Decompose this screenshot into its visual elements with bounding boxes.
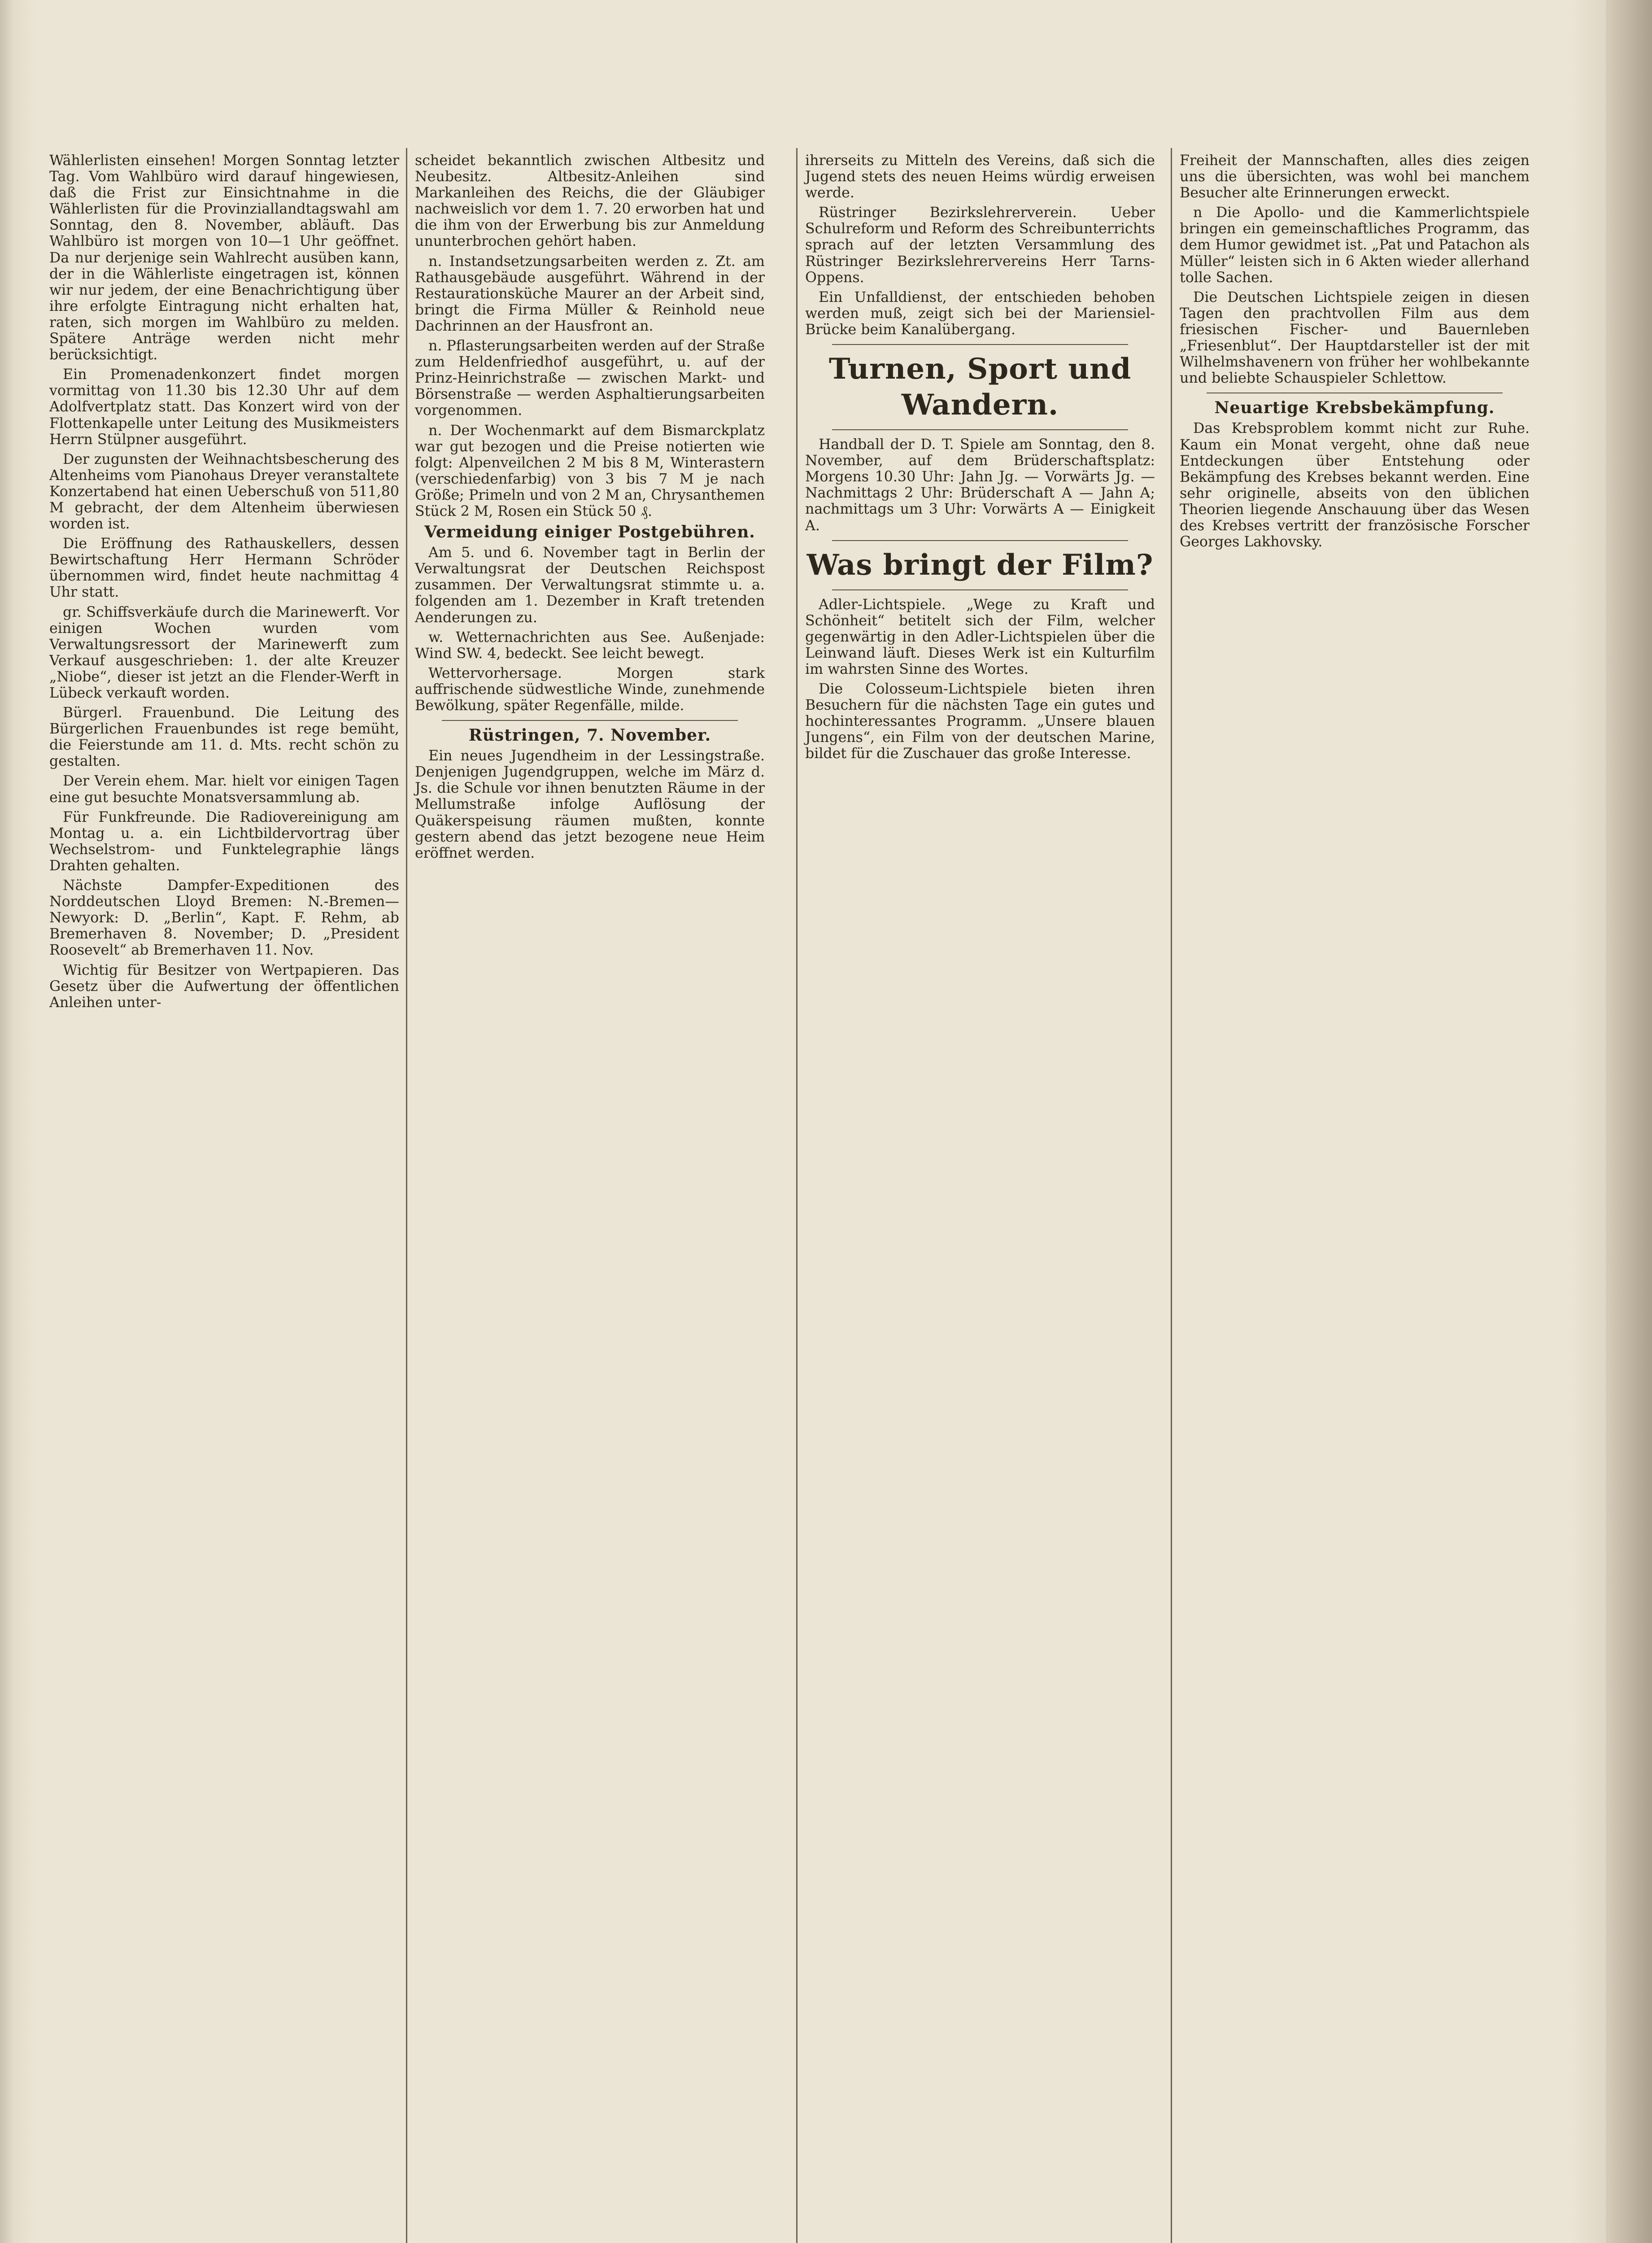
article-rathauskeller: Die Eröffnung des Rathauskellers, dessen Bewirtschaftung Herr Hermann Schröder übernommen wird, findet heute nachmittag 4 Uhr statt. bbox=[49, 536, 399, 601]
dateline: Rüstringen, 7. November. bbox=[468, 726, 711, 745]
divider bbox=[832, 589, 1128, 590]
film-heading: Was bringt der Film? bbox=[806, 548, 1154, 582]
column-3 bbox=[805, 153, 1155, 766]
article-rathaus-repairs: n. Instandsetzungsarbeiten werden z. Zt. am Rathausgebäude ausgeführt. Während in der Restaurationsküche Maurer an der Arbeit sind, bringt die Firma Müller & Reinhold neue Dachrinnen an der Hausfront an. bbox=[415, 253, 765, 334]
article-bridge-accident: Ein Unfalldienst, der entschieden behoben werden muß, zeigt sich bei der Mariensiel-Brücke beim Kanalübergang. bbox=[805, 289, 1155, 338]
article-youth-home-cont: ihrerseits zu Mitteln des Vereins, daß sich die Jugend stets des neuen Heims würdig erweisen werde. bbox=[805, 153, 1155, 201]
article-voter-lists: Wählerlisten einsehen! Morgen Sonntag letzter Tag. Vom Wahlbüro wird darauf hingewiesen, daß die Frist zur Einsichtnahme in die Wählerlisten für die Provinziallandtagswahl am Sonntag, den 8. November, abläuft. Das Wahlbüro ist morgen von 10—1 Uhr geöffnet. Da nur derjenige sein Wahlrecht ausüben kann, der in die Wählerliste eingetragen ist, können wir nur jedem, der eine Benachrichtigung über ihre erfolgte Eintragung nicht erhalten hat, raten, sich morgen im Wahlbüro zu melden. Spätere Anträge werden nicht mehr berücksichtigt. bbox=[49, 153, 399, 363]
article-weather-sea: w. Wetternachrichten aus See. Außenjade: Wind SW. 4, bedeckt. See leicht bewegt. bbox=[415, 629, 765, 662]
article-promenade-concert: Ein Promenadenkonzert findet morgen vormittag von 11.30 bis 12.30 Uhr auf dem Adolfvertplatz statt. Das Konzert wird von der Flottenkapelle unter Leitung des Musikmeisters Herrn Stülpner ausgeführt. bbox=[49, 367, 399, 448]
article-apollo-cinema: n Die Apollo- und die Kammerlichtspiele bringen ein gemeinschaftliches Programm, das dem Humor gewidmet ist. „Pat und Patachon als Müller“ leisten sich in 6 Akten wieder allerhand tolle Sachen. bbox=[1180, 205, 1530, 286]
article-bonds-cont: scheidet bekanntlich zwischen Altbesitz und Neubesitz. Altbesitz-Anleihen sind Markanleihen des Reichs, die der Gläubiger nachweislich vor dem 1. 7. 20 erworben hat und die ihm von der Erwerbung bis zur Anmeldung ununterbrochen gehört haben. bbox=[415, 153, 765, 250]
page-binding-edge bbox=[1606, 0, 1652, 2243]
article-teachers-association: Rüstringer Bezirkslehrerverein. Ueber Schulreform und Reform des Schreibunterrichts sprach auf der letzten Versammlung des Rüstringer Bezirkslehrervereins Herr Tarns-Oppens. bbox=[805, 205, 1155, 286]
divider bbox=[832, 344, 1128, 345]
divider bbox=[832, 540, 1128, 541]
column-4 bbox=[1180, 153, 1530, 554]
article-ship-sales: gr. Schiffsverkäufe durch die Marinewerft. Vor einigen Wochen wurden vom Verwaltungsressort der Marinewerft zum Verkauf ausgeschrieben: 1. der alte Kreuzer „Niobe“, dieser ist jetzt an die Flender-Werft in Lübeck verkauft worden. bbox=[49, 604, 399, 701]
article-securities: Wichtig für Besitzer von Wertpapieren. Das Gesetz über die Aufwertung der öffentlichen Anleihen unter- bbox=[49, 962, 399, 1011]
column-rule bbox=[1171, 148, 1172, 2243]
divider bbox=[442, 720, 738, 721]
article-film-cont: Freiheit der Mannschaften, alles dies zeigen uns die übersichten, was wohl bei manchem Besucher alte Erinnerungen erweckt. bbox=[1180, 153, 1530, 201]
article-weekly-market: n. Der Wochenmarkt auf dem Bismarckplatz war gut bezogen und die Preise notierten wie folgt: Alpenveilchen 2 M bis 8 M, Winterastern (verschiedenfarbig) von 3 bis 7 M je nach Größe; Primeln und von 2 M an, Chrysanthemen Stück 2 M, Rosen ein Stück 50 ₰. bbox=[415, 422, 765, 519]
divider bbox=[832, 429, 1128, 430]
column-2 bbox=[415, 153, 765, 865]
article-paving: n. Pflasterungsarbeiten werden auf der Straße zum Heldenfriedhof ausgeführt, u. auf der Prinz-Heinrichstraße — zwischen Markt- und Börsenstraße — werden Asphaltierungsarbeiten vorgenommen. bbox=[415, 338, 765, 419]
article-deutsche-lichtspiele: Die Deutschen Lichtspiele zeigen in diesen Tagen den prachtvollen Film aus dem friesischen Fischer- und Bauernleben „Friesenblut“. Der Hauptdarsteller ist der mit Wilhelmshavenern von früher her wohlbekannte und beliebte Schauspieler Schlettow. bbox=[1180, 289, 1530, 387]
article-postal-fees: Am 5. und 6. November tagt in Berlin der Verwaltungsrat der Deutschen Reichspost zusammen. Der Verwaltungsrat stimmte u. a. folgenden am 1. Dezember in Kraft tretenden Aenderungen zu. bbox=[415, 545, 765, 626]
article-radio: Für Funkfreunde. Die Radiovereinigung am Montag u. a. ein Lichtbildervortrag über Wechselstrom- und Funktelegraphie längs Drahten gehalten. bbox=[49, 809, 399, 874]
section-heading: Vermeidung einiger Postgebühren. bbox=[424, 523, 755, 542]
column-rule bbox=[406, 148, 407, 2243]
sport-heading: Turnen, Sport und Wandern. bbox=[828, 352, 1132, 422]
article-christmas-concert: Der zugunsten der Weihnachtsbescherung des Altenheims vom Pianohaus Dreyer veranstaltete Konzertabend hat einen Ueberschuß von 511,80 M gebracht, der dem Altenheim überwiesen worden ist. bbox=[49, 451, 399, 532]
article-colosseum-cinema: Die Colosseum-Lichtspiele bieten ihren Besuchern für die nächsten Tage ein gutes und hochinteressantes Programm. „Unsere blauen Jungens“, ein Film von der deutschen Marine, bildet für die Zuschauer das große Interesse. bbox=[805, 681, 1155, 762]
article-marine-association: Der Verein ehem. Mar. hielt vor einigen Tagen eine gut besuchte Monatsversammlung ab. bbox=[49, 773, 399, 806]
article-frauenbund: Bürgerl. Frauenbund. Die Leitung des Bürgerlichen Frauenbundes ist rege bemüht, die Feierstunde am 11. d. Mts. recht schön zu gestalten. bbox=[49, 705, 399, 770]
article-cancer-treatment: Das Krebsproblem kommt nicht zur Ruhe. Kaum ein Monat vergeht, ohne daß neue Entdeckungen über Entstehung oder Bekämpfung des Krebses bekannt werden. Eine sehr originelle, abseits von den üblichen Theorien liegende Anschauung über das Wesen des Krebses vertritt der französische Forscher Georges Lakhovsky. bbox=[1180, 420, 1530, 550]
article-handball: Handball der D. T. Spiele am Sonntag, den 8. November, auf dem Brüderschaftsplatz: Morgens 10.30 Uhr: Jahn Jg. — Vorwärts Jg. — Nachmittags 2 Uhr: Brüderschaft A — Jahn A; nachmittags um 3 Uhr: Vorwärts A — Einigkeit A. bbox=[805, 436, 1155, 534]
article-lloyd-schedule: Nächste Dampfer-Expeditionen des Norddeutschen Lloyd Bremen: N.-Bremen—Newyork: D. „Berlin“, Kapt. F. Rehm, ab Bremerhaven 8. November; D. „President Roosevelt“ ab Bremerhaven 11. Nov. bbox=[49, 877, 399, 959]
article-youth-home: Ein neues Jugendheim in der Lessingstraße. Denjenigen Jugendgruppen, welche im März d. Js. die Schule vor ihnen benutzten Räume in der Mellumstraße infolge Auflösung der Quäkerspeisung räumen mußten, konnte gestern abend das jetzt bezogene neue Heim eröffnet werden. bbox=[415, 748, 765, 861]
article-adler-cinema: Adler-Lichtspiele. „Wege zu Kraft und Schönheit“ betitelt sich der Film, welcher gegenwärtig in den Adler-Lichtspielen über die Leinwand läuft. Dieses Werk ist ein Kulturfilm im wahrsten Sinne des Wortes. bbox=[805, 596, 1155, 677]
column-1 bbox=[49, 153, 399, 1014]
column-rule bbox=[796, 148, 798, 2243]
article-weather-forecast: Wettervorhersage. Morgen stark auffrischende südwestliche Winde, zunehmende Bewölkung, später Regenfälle, milde. bbox=[415, 665, 765, 714]
cancer-heading: Neuartige Krebsbekämpfung. bbox=[1214, 398, 1495, 418]
